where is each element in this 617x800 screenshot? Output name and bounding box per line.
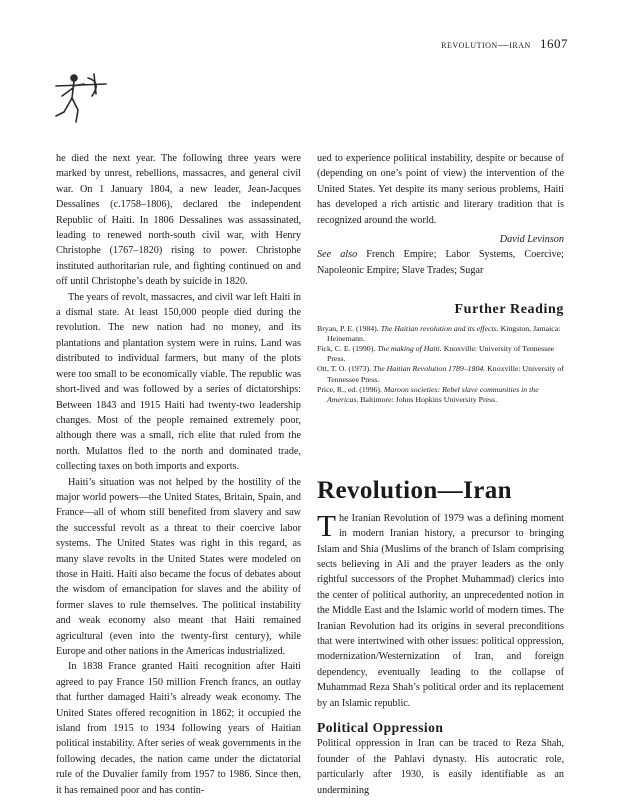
- paragraph: In 1838 France granted Haiti recognition after Haiti agreed to pay France 150 million French francs, an outlay that further damaged Haiti’s already weak economy. The United States offered recognition in 1862; it occupied the island from 1915 to 1934 following years of Haitian political instability. After series of weak governments in the following decades, the nation came under the dictatorial rule of the Duvalier family from 1957 to 1986. Since then, it has remained poor and has contin-: [56, 661, 301, 796]
- reference-item: Ott, T. O. (1973). The Haitian Revolution 1789–1804. Knoxville: University of Tennessee Press.: [317, 364, 564, 384]
- see-also-label: See also: [317, 249, 358, 261]
- see-also: [317, 247, 564, 278]
- intro-text: he Iranian Revolution of 1979 was a defining moment in modern Iranian history, a precursor to bringing Islam and Shia (Muslims of the branch of Islam comprising sects believing in Ali and the prayer leaders as the only rightful successors of the Prophet Muhammad) clerics into the center of political authority, an unprecedented notion in the Middle East and the Islamic world of modern times. The Iranian Revolution had its origins in several preconditions that were intertwined with other issues: political oppression, modernization/Westernization of Iran, and foreign dependency, eventually leading to the collapse of Muhammad Reza Shah’s political order and its replacement by an Islamic republic.: [317, 512, 564, 709]
- paragraph: ued to experience political instability, despite or because of (depending on one’s point of view) the intervention of the United States. Yet despite its many serious problems, Haiti has developed a rich artistic and literary tradition that is recognized around the world.: [317, 153, 564, 226]
- reference-list: [317, 324, 564, 406]
- article-title: Revolution—Iran: [317, 477, 512, 505]
- paragraph: The years of revolt, massacres, and civil war left Haiti in a dismal state. At least 150,000 people died during the revolution. The new nation had no money, and its plantations and plantation system were in ruins. Land was distributed to individual farmers, but many of the plots were too small to be economically viable. The republic was short-lived and was followed by a series of dictatorships: Between 1843 and 1915 Haiti had twenty-two leadership changes. Most of the people remained extremely poor, although there was a small, rich elite that ruled from the north. Mulattos fled to the north and dominated trade, collecting taxes on both imports and exports.: [56, 291, 301, 473]
- reference-item: Price, R., ed. (1996). Maroon societies: Rebel slave communities in the Americas. Baltimore: Johns Hopkins University Press.: [317, 384, 539, 405]
- page-number: 1607: [540, 36, 568, 51]
- paragraph: Political oppression in Iran can be traced to Reza Shah, founder of the Pahlavi dynasty. His autocratic role, particularly after 1930, is easily identifiable as an undermining: [317, 738, 564, 796]
- right-column: [317, 151, 564, 798]
- paragraph: Haiti’s situation was not helped by the hostility of the major world powers—the United States, Britain, Spain, and France—all of whom still benefited from slavery and saw the successful revolt as a threat to their coercive labor systems. The United States was right in this regard, as many slave revolts in the United States were modeled on those in Haiti. Haiti also became the focus of debates about the wisdom of emancipation for slaves and the ability of former slaves to rule themselves. The political instability and weak economy also meant that Haiti remained agricultural (even into the twenty-first century), while Europe and other nations in the Americas industrialized.: [56, 476, 301, 657]
- section-heading: Political Oppression: [317, 719, 444, 735]
- left-column: [56, 151, 301, 798]
- reference-item: Fick, C. E. (1990). The making of Haiti. Knoxville: University of Tennessee Press.: [317, 344, 555, 364]
- running-header-title: revolution—iran: [441, 39, 531, 51]
- author-signature: David Levinson: [499, 234, 564, 246]
- drop-cap: T: [317, 507, 336, 543]
- reference-item: Bryan, P. E. (1984). The Haitian revolution and its effects. Kingston, Jamaica: Heinemann.: [317, 323, 561, 343]
- intro-paragraph: [317, 507, 564, 711]
- running-header: [441, 36, 568, 52]
- paragraph: he died the next year. The following three years were marked by unrest, rebellions, massacres, and general civil war. On 1 January 1804, a new leader, Jean-Jacques Dessalines (c.1758–1806), declared the independent Republic of Haiti. In 1806 Dessalines was assassinated, leading to renewed north-south civil war, with Henry Christophe (1767–1820) rising to power. Christophe instituted authoritarian rule, and fighting continued on and off until Christophe’s death by suicide in 1820.: [56, 153, 301, 288]
- see-also-text: French Empire; Labor Systems, Coercive; Napoleonic Empire; Slave Trades; Sugar: [317, 249, 565, 276]
- further-reading-heading: Further Reading: [454, 302, 564, 318]
- dancing-figure-emblem-icon: [48, 66, 112, 130]
